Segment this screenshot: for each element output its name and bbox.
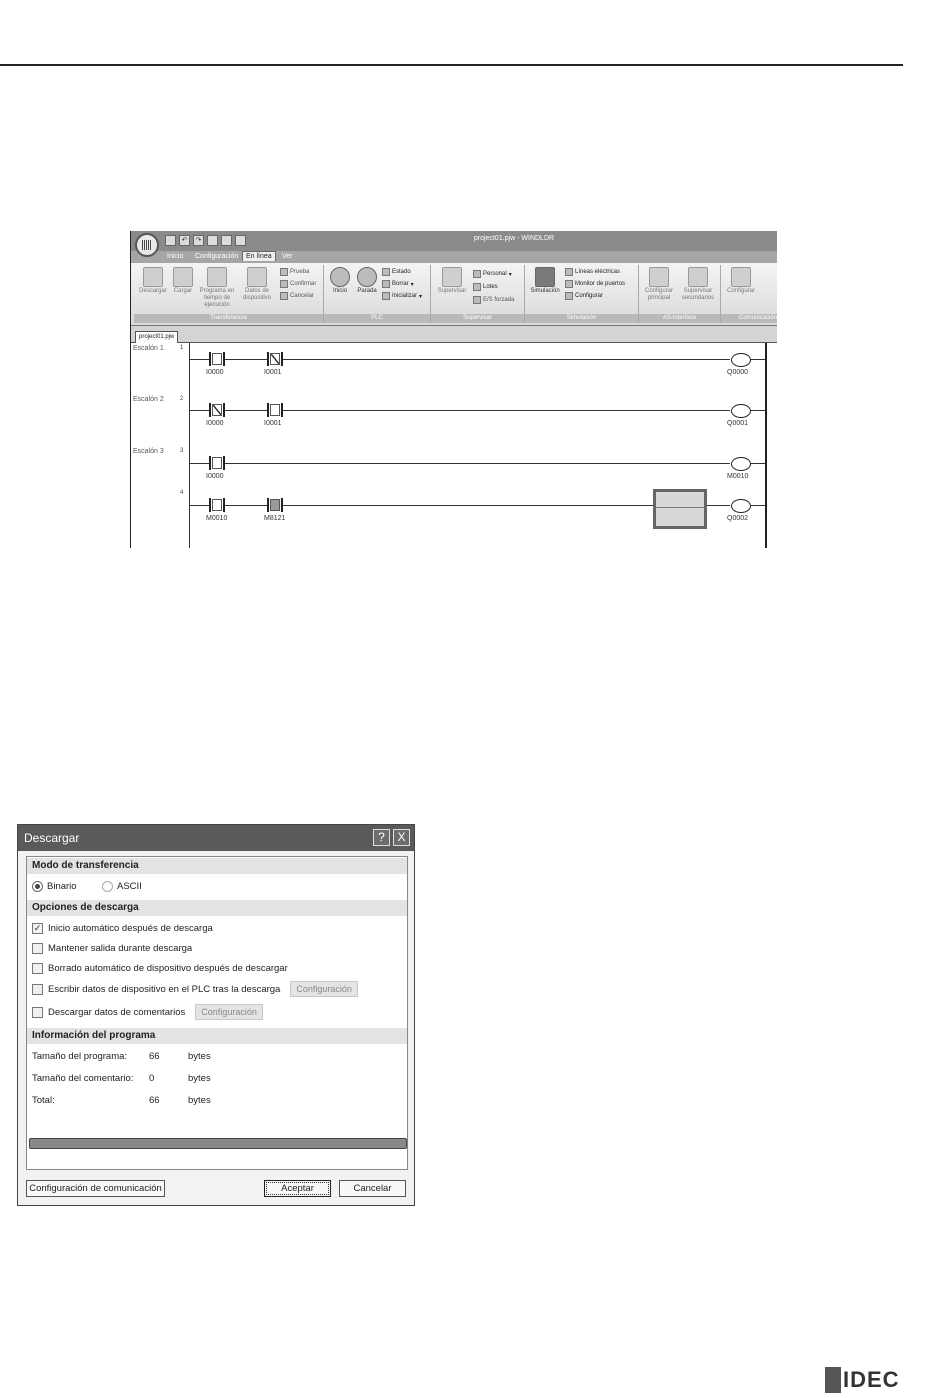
port-monitor-icon bbox=[565, 280, 573, 288]
radio-unselected-icon bbox=[102, 881, 113, 892]
group-transferencia bbox=[134, 265, 324, 323]
document-tab[interactable]: project01.pjw bbox=[135, 331, 178, 343]
inicio-plc-button[interactable]: Inicio bbox=[328, 267, 352, 294]
borrar-button[interactable]: Borrar ▾ bbox=[382, 280, 414, 288]
contact-special[interactable] bbox=[267, 498, 283, 512]
windldr-window bbox=[130, 231, 777, 548]
runtime-icon bbox=[207, 267, 227, 287]
cancel-icon bbox=[280, 292, 288, 300]
idec-logo bbox=[825, 1366, 906, 1394]
confirm-icon bbox=[280, 280, 288, 288]
group-plc bbox=[324, 265, 431, 323]
total-value: 66 bbox=[149, 1095, 160, 1106]
group-label-supervisar: Supervisar bbox=[431, 314, 524, 323]
asi-master-icon bbox=[649, 267, 669, 287]
asi-slave-icon bbox=[688, 267, 708, 287]
total-unit: bytes bbox=[188, 1095, 211, 1106]
upload-icon bbox=[173, 267, 193, 287]
rung-label-1: Escalón 1 bbox=[133, 345, 164, 352]
program-size-value: 66 bbox=[149, 1051, 160, 1062]
cancel-button[interactable]: Cancelar bbox=[339, 1180, 406, 1197]
undo-icon[interactable]: ↶ bbox=[179, 235, 190, 246]
monitor-puertos-button[interactable]: Monitor de puertos bbox=[565, 280, 625, 288]
rung-wire bbox=[750, 359, 765, 360]
ribbon bbox=[131, 263, 777, 326]
rung-wire bbox=[190, 463, 730, 464]
operand-label: I0001 bbox=[264, 369, 282, 376]
checkbox-icon bbox=[32, 984, 43, 995]
supervisar-secundarios-button[interactable]: Supervisar secundarios bbox=[679, 267, 717, 302]
group-label-asi: AS-Interface bbox=[639, 314, 720, 323]
config-button-device[interactable]: Configuración bbox=[290, 981, 358, 997]
output-coil[interactable] bbox=[731, 404, 751, 418]
test-icon bbox=[280, 268, 288, 276]
checkbox-icon bbox=[32, 943, 43, 954]
checkbox-auto-clear[interactable]: Borrado automático de dispositivo después de descargar bbox=[32, 963, 288, 974]
operand-label: M8121 bbox=[264, 515, 286, 522]
lineas-electricas-button[interactable]: Líneas eléctricas bbox=[565, 268, 620, 276]
checkbox-icon bbox=[32, 963, 43, 974]
simulacion-button[interactable]: Simulación bbox=[527, 267, 563, 294]
group-label-comunicacion: Comunicación bbox=[721, 314, 777, 323]
contact-nc[interactable] bbox=[267, 352, 283, 366]
play-icon bbox=[330, 267, 350, 287]
radio-binario[interactable]: Binario bbox=[32, 881, 77, 892]
inicializar-button[interactable]: Inicializar ▾ bbox=[382, 292, 422, 300]
section-program-info: Información del programa bbox=[27, 1028, 407, 1044]
line-number: 2 bbox=[180, 396, 184, 402]
monitor-icon bbox=[442, 267, 462, 287]
prueba-button[interactable]: Prueba bbox=[280, 268, 309, 276]
operand-label: I0001 bbox=[264, 420, 282, 427]
descargar-button[interactable]: Descargar bbox=[136, 267, 170, 294]
configurar-com-button[interactable]: Configurar bbox=[723, 267, 759, 294]
section-transfer-mode: Modo de transferencia bbox=[27, 858, 407, 874]
ribbon-tabs bbox=[131, 251, 777, 263]
checkbox-write-device[interactable]: Escribir datos de dispositivo en el PLC tras la descarga Configuración bbox=[32, 981, 358, 997]
document-tabs bbox=[131, 326, 777, 343]
line-number: 1 bbox=[180, 345, 184, 351]
dialog-body bbox=[26, 856, 408, 1170]
comment-size-unit: bytes bbox=[188, 1073, 211, 1084]
output-coil[interactable] bbox=[731, 499, 751, 513]
program-size-label: Tamaño del programa: bbox=[32, 1051, 128, 1062]
simulation-icon bbox=[535, 267, 555, 287]
operand-label: I0000 bbox=[206, 420, 224, 427]
estado-button[interactable]: Estado bbox=[382, 268, 411, 276]
group-label-plc: PLC bbox=[324, 314, 430, 323]
custom-icon bbox=[473, 270, 481, 278]
device-data-button[interactable]: Datos de dispositivo bbox=[240, 267, 274, 302]
window-title: project01.pjw - WINDLDR bbox=[473, 235, 555, 242]
cursor-selection-box[interactable] bbox=[653, 489, 707, 529]
configurar-sim-button[interactable]: Configurar bbox=[565, 292, 603, 300]
comm-config-icon bbox=[731, 267, 751, 287]
title-bar bbox=[131, 231, 777, 251]
rung-wire bbox=[750, 410, 765, 411]
accept-button[interactable]: Aceptar bbox=[264, 1180, 331, 1197]
personal-button[interactable]: Personal ▾ bbox=[473, 270, 512, 278]
contact-no[interactable] bbox=[267, 403, 283, 417]
app-logo-icon bbox=[142, 240, 152, 250]
download-icon bbox=[143, 267, 163, 287]
parada-button[interactable]: Parada bbox=[354, 267, 380, 294]
device-data-icon bbox=[247, 267, 267, 287]
runtime-program-button[interactable]: Programa en tiempo de ejecución bbox=[197, 267, 237, 309]
es-forzada-button[interactable]: E/S forzada bbox=[473, 296, 514, 304]
output-coil[interactable] bbox=[731, 353, 751, 367]
operand-label: I0000 bbox=[206, 473, 224, 480]
config-button-comments[interactable]: Configuración bbox=[195, 1004, 263, 1020]
erase-icon bbox=[382, 280, 390, 288]
close-button[interactable]: X bbox=[393, 829, 410, 846]
rung-wire bbox=[750, 463, 765, 464]
comm-config-button[interactable]: Configuración de comunicación bbox=[26, 1180, 165, 1197]
redo-icon[interactable]: ↷ bbox=[193, 235, 204, 246]
info-icon bbox=[382, 268, 390, 276]
right-power-rail bbox=[765, 343, 767, 548]
total-label: Total: bbox=[32, 1095, 55, 1106]
rung-wire bbox=[750, 505, 765, 506]
power-lines-icon bbox=[565, 268, 573, 276]
group-asi bbox=[639, 265, 721, 323]
app-menu-button[interactable] bbox=[135, 233, 159, 257]
checkbox-checked-icon: ✓ bbox=[33, 923, 42, 933]
tab-configuracion[interactable]: Configuración bbox=[195, 253, 239, 260]
section-download-options: Opciones de descarga bbox=[27, 900, 407, 916]
radio-selected-icon bbox=[32, 881, 43, 892]
tab-inicio[interactable]: Inicio bbox=[167, 253, 184, 260]
rung-label-3: Escalón 3 bbox=[133, 448, 164, 455]
rung-label-2: Escalón 2 bbox=[133, 396, 164, 403]
header-rule bbox=[0, 64, 903, 66]
comment-size-value: 0 bbox=[149, 1073, 155, 1084]
idec-logo-text: IDEC bbox=[843, 1367, 900, 1392]
download-dialog bbox=[17, 824, 415, 1206]
ladder-editor[interactable] bbox=[131, 343, 777, 548]
left-power-rail bbox=[189, 343, 190, 548]
checkbox-download-comments[interactable]: Descargar datos de comentarios Configuración bbox=[32, 1004, 263, 1020]
tab-ver[interactable]: Ver bbox=[282, 253, 293, 260]
configure-icon bbox=[565, 292, 573, 300]
checkbox-keep-output[interactable]: Mantener salida durante descarga bbox=[32, 943, 192, 954]
operand-label: Q0002 bbox=[727, 515, 749, 522]
group-label-transferencia: Transferencia bbox=[134, 314, 323, 323]
operand-label: M0010 bbox=[206, 515, 228, 522]
comment-size-label: Tamaño del comentario: bbox=[32, 1073, 134, 1084]
checkbox-icon bbox=[32, 1007, 43, 1018]
warning-icon bbox=[382, 292, 390, 300]
operand-label: Q0000 bbox=[727, 369, 749, 376]
line-number: 3 bbox=[180, 448, 184, 454]
group-simulacion bbox=[525, 265, 639, 323]
operand-label: Q0001 bbox=[727, 420, 749, 427]
group-label-simulacion: Simulación bbox=[525, 314, 638, 323]
contact-nc[interactable] bbox=[209, 403, 225, 417]
group-supervisar bbox=[431, 265, 525, 323]
contact-no[interactable] bbox=[209, 456, 225, 470]
idec-logo-icon bbox=[825, 1367, 841, 1393]
supervisar-button[interactable]: Supervisar bbox=[433, 267, 471, 294]
confirmar-button[interactable]: Confirmar bbox=[280, 280, 316, 288]
stop-icon bbox=[357, 267, 377, 287]
batch-icon bbox=[473, 283, 481, 291]
contact-no[interactable] bbox=[209, 498, 225, 512]
tab-en-linea[interactable]: En línea bbox=[242, 251, 276, 261]
program-size-unit: bytes bbox=[188, 1051, 211, 1062]
radio-ascii[interactable]: ASCII bbox=[102, 881, 142, 892]
operand-label: M0010 bbox=[727, 473, 749, 480]
contact-no[interactable] bbox=[209, 352, 225, 366]
dialog-title-bar bbox=[18, 825, 414, 851]
group-comunicacion bbox=[721, 265, 777, 323]
line-number: 4 bbox=[180, 490, 184, 496]
lotes-button[interactable]: Lotes bbox=[473, 283, 498, 291]
cargar-button[interactable]: Cargar bbox=[170, 267, 196, 294]
output-coil[interactable] bbox=[731, 457, 751, 471]
force-icon bbox=[473, 296, 481, 304]
operand-label: I0000 bbox=[206, 369, 224, 376]
configurar-principal-button[interactable]: Configurar principal bbox=[641, 267, 677, 302]
checkbox-auto-start[interactable]: ✓ Inicio automático después de descarga bbox=[33, 923, 213, 934]
cancelar-ribbon-button[interactable]: Cancelar bbox=[280, 292, 314, 300]
dialog-title: Descargar bbox=[24, 831, 80, 845]
progress-bar bbox=[29, 1138, 407, 1149]
help-button[interactable]: ? bbox=[373, 829, 390, 846]
